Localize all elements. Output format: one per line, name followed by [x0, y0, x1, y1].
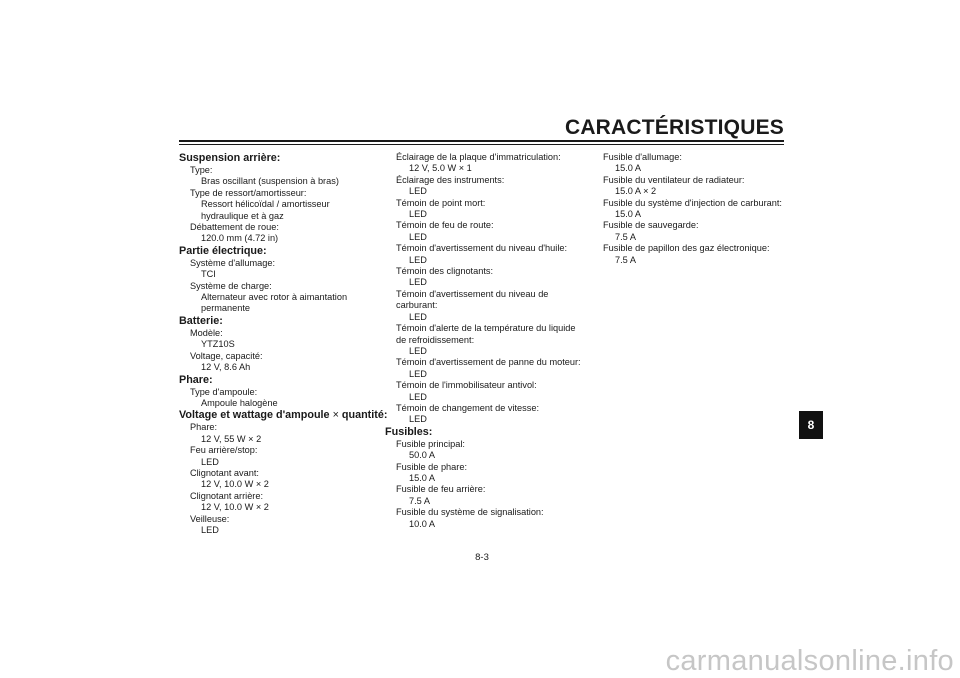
spec-label: Système de charge:	[190, 280, 272, 291]
section-heading: Phare:	[179, 373, 213, 386]
spec-label: Fusible de feu arrière:	[396, 484, 486, 495]
spec-label: Type d'ampoule:	[190, 386, 258, 397]
spec-column-2	[385, 152, 585, 530]
spec-label: Débattement de roue:	[190, 222, 279, 233]
spec-value: TCI	[201, 269, 216, 280]
spec-label: Témoin des clignotants:	[396, 266, 494, 277]
spec-value: LED	[409, 277, 427, 288]
spec-label: Fusible de sauvegarde:	[603, 220, 699, 231]
times-symbol: ×	[332, 409, 339, 422]
spec-value: Ressort hélicoïdal / amortisseur	[201, 199, 330, 210]
page-title: CARACTÉRISTIQUES	[564, 116, 784, 139]
spec-label: Fusible d'allumage:	[603, 152, 682, 162]
section-heading: Fusibles:	[385, 425, 433, 438]
section-heading: Suspension arrière:	[179, 152, 281, 164]
spec-label: Type de ressort/amortisseur:	[190, 187, 307, 198]
spec-value: LED	[409, 414, 427, 425]
spec-label: Clignotant arrière:	[190, 490, 264, 501]
spec-value: 15.0 A	[615, 163, 642, 174]
spec-label: Témoin de l'immobilisateur antivol:	[396, 380, 537, 391]
spec-value: LED	[409, 231, 427, 242]
spec-label: de refroidissement:	[396, 334, 475, 345]
spec-label: Voltage, capacité:	[190, 350, 263, 361]
spec-label: Fusible principal:	[396, 438, 465, 449]
spec-value: 7.5 A	[615, 231, 636, 242]
spec-value: LED	[409, 311, 427, 322]
spec-value: YTZ10S	[201, 339, 235, 350]
spec-value: permanente	[201, 303, 251, 314]
chapter-tab: 8	[799, 411, 823, 439]
spec-column-1	[179, 152, 388, 536]
spec-value: Ampoule halogène	[201, 397, 278, 408]
spec-value: 15.0 A	[615, 209, 642, 220]
spec-value: 12 V, 10.0 W × 2	[201, 502, 269, 513]
spec-label: Phare:	[190, 422, 218, 433]
spec-value: 12 V, 5.0 W × 1	[409, 163, 472, 174]
spec-value: 7.5 A	[409, 495, 430, 506]
spec-label: Modèle:	[190, 327, 223, 338]
spec-label: Témoin de point mort:	[396, 197, 486, 208]
section-heading: Partie électrique:	[179, 244, 267, 257]
page-number: 8-3	[475, 552, 489, 563]
spec-label: Témoin de feu de route:	[396, 220, 494, 231]
spec-value: 10.0 A	[409, 518, 436, 529]
section-heading	[179, 409, 388, 422]
spec-value: 50.0 A	[409, 450, 436, 461]
header-rule-thick	[179, 140, 784, 142]
spec-label: Témoin d'avertissement de panne du moteur:	[396, 357, 581, 368]
spec-value: LED	[201, 524, 219, 535]
spec-label: Témoin d'alerte de la température du liquide	[396, 323, 576, 334]
spec-value: LED	[409, 186, 427, 197]
spec-label: Témoin de changement de vitesse:	[396, 402, 539, 413]
spec-label: Éclairage de la plaque d'immatriculation:	[396, 152, 561, 162]
header-rule-thin	[179, 144, 784, 145]
spec-value: Alternateur avec rotor à aimantation	[201, 292, 348, 303]
spec-label: Fusible du système de signalisation:	[396, 507, 544, 518]
spec-value: hydraulique et à gaz	[201, 210, 284, 221]
spec-label: Veilleuse:	[190, 513, 230, 524]
spec-label: Éclairage des instruments:	[396, 174, 505, 185]
spec-label: Feu arrière/stop:	[190, 445, 258, 456]
spec-value: LED	[201, 456, 219, 467]
spec-label: Fusible de phare:	[396, 461, 467, 472]
spec-label: Témoin d'avertissement du niveau de	[396, 288, 549, 299]
spec-value: LED	[409, 368, 427, 379]
spec-value: 7.5 A	[615, 254, 636, 265]
spec-value: LED	[409, 345, 427, 356]
section-heading-part: Voltage et wattage d'ampoule	[179, 409, 330, 422]
section-heading-part: quantité:	[341, 409, 388, 422]
spec-value: 15.0 A	[409, 472, 436, 483]
spec-value: LED	[409, 391, 427, 402]
spec-label: Clignotant avant:	[190, 467, 259, 478]
spec-value: LED	[409, 254, 427, 265]
section-heading: Batterie:	[179, 314, 223, 327]
spec-label: Fusible de papillon des gaz électronique:	[603, 243, 770, 254]
spec-column-3	[592, 152, 792, 266]
spec-label: Système d'allumage:	[190, 257, 275, 268]
watermark: carmanualsonline.info	[665, 645, 954, 677]
spec-value: 12 V, 10.0 W × 2	[201, 479, 269, 490]
spec-label: carburant:	[396, 300, 438, 311]
spec-value: 12 V, 8.6 Ah	[201, 362, 251, 373]
spec-value: 120.0 mm (4.72 in)	[201, 233, 279, 244]
spec-label: Type:	[190, 165, 213, 175]
spec-label: Fusible du ventilateur de radiateur:	[603, 174, 745, 185]
spec-label: Fusible du système d'injection de carburant:	[603, 197, 782, 208]
spec-value: Bras oscillant (suspension à bras)	[201, 176, 339, 187]
spec-label: Témoin d'avertissement du niveau d'huile:	[396, 243, 568, 254]
spec-value: 15.0 A × 2	[615, 186, 657, 197]
spec-value: LED	[409, 209, 427, 220]
spec-value: 12 V, 55 W × 2	[201, 433, 262, 444]
